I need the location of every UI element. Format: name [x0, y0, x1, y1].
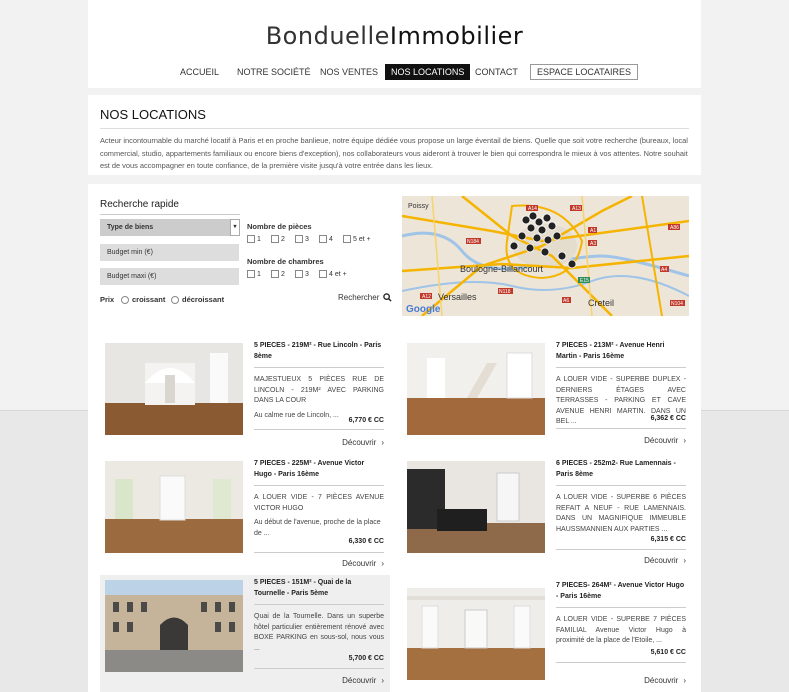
- svg-text:N104: N104: [671, 301, 683, 307]
- listings-map[interactable]: [402, 196, 689, 316]
- listing-card[interactable]: [100, 456, 390, 568]
- svg-text:Creteil: Creteil: [588, 298, 615, 308]
- svg-text:Boulogne-Billancourt: Boulogne-Billancourt: [460, 264, 544, 274]
- property-type-select[interactable]: [100, 219, 240, 236]
- svg-text:Versailles: Versailles: [438, 292, 477, 302]
- discover-link[interactable]: Découvrir ›: [644, 556, 686, 565]
- discover-link[interactable]: Découvrir ›: [342, 676, 384, 685]
- svg-text:Poissy: Poissy: [408, 203, 429, 210]
- site-logo[interactable]: [88, 22, 701, 50]
- listing-price: 6,362 € CC: [650, 415, 686, 422]
- listing-price: 5,610 € CC: [650, 649, 686, 656]
- listing-price: 5,700 € CC: [348, 655, 384, 662]
- listing-price: 6,315 € CC: [650, 536, 686, 543]
- chevron-right-icon: ›: [683, 436, 686, 445]
- bedrooms-checkbox-2[interactable]: 2: [271, 270, 285, 278]
- svg-text:E15: E15: [580, 278, 589, 284]
- chevron-right-icon: ›: [683, 676, 686, 685]
- search-button[interactable]: [338, 293, 392, 302]
- listing-info: [254, 577, 384, 654]
- listing-photo[interactable]: [407, 588, 545, 680]
- listing-info: [254, 458, 384, 539]
- sort-ascending-radio[interactable]: croissant: [121, 295, 165, 304]
- listing-price: 6,770 € CC: [348, 417, 384, 424]
- svg-text:A6: A6: [563, 298, 570, 304]
- listing-card[interactable]: [402, 456, 692, 568]
- map-graphic: [402, 196, 689, 316]
- listing-info: [556, 458, 686, 535]
- page-container: [88, 0, 701, 692]
- listing-divider: [556, 662, 686, 663]
- discover-link[interactable]: Découvrir ›: [644, 436, 686, 445]
- price-sort-label: Prix: [100, 295, 115, 304]
- listing-title[interactable]: 7 PIECES - 213M² - Avenue Henri Martin - Paris 16ème: [556, 340, 686, 368]
- svg-text:A86: A86: [670, 225, 679, 231]
- search-title: Recherche rapide: [100, 199, 179, 210]
- listing-title[interactable]: 5 PIECES - 151M² - Quai de la Tournelle - Paris 5ème: [254, 577, 384, 605]
- chevron-right-icon: ›: [683, 556, 686, 565]
- listing-info: [254, 340, 384, 421]
- rooms-checkbox-1[interactable]: 1: [247, 235, 261, 243]
- listing-divider: [556, 428, 686, 429]
- svg-text:N184: N184: [467, 239, 479, 245]
- listing-card[interactable]: [100, 338, 390, 450]
- svg-text:N118: N118: [499, 289, 511, 295]
- intro-text: Acteur incontournable du marché locatif à Paris et en proche banlieue, notre équipe dédiée vous propose un large éventail de biens. Quelle que soit votre recherche (bureaux, local commercial, studio, appartements familiaux ou encore biens d'exception), nos collaborateurs vous aideront à trouver le bien qui correspondra le mieux à vos attentes. Notre souhait est de vous accompagner en toute confiance, de la première visite jusqu'à votre entrée dans les lieux.: [100, 136, 688, 170]
- search-icon: [383, 293, 392, 302]
- rooms-checkbox-5plus[interactable]: 5 et +: [343, 235, 371, 243]
- listing-title[interactable]: 6 PIECES - 252m2- Rue Lamennais - Paris 8ème: [556, 458, 686, 486]
- listing-divider: [254, 668, 384, 669]
- listing-description: A LOUER VIDE - SUPERBE 6 PIÈCES REFAIT A NEUF - RUE LAMENNAIS. DANS UN MAGNIFIQUE IMMEUBLE HAUSSMANNIEN AUX PARTIES ...: [556, 494, 686, 533]
- nav-nos-ventes[interactable]: NOS VENTES: [320, 67, 379, 77]
- listing-description-more: Au début de l'avenue, proche de la place de ...: [254, 519, 381, 537]
- page-title: NOS LOCATIONS: [100, 107, 689, 129]
- svg-text:A4: A4: [661, 267, 668, 273]
- dropdown-arrow-icon: ▾: [230, 219, 240, 236]
- listing-card[interactable]: [402, 578, 692, 690]
- chevron-right-icon: ›: [381, 676, 384, 685]
- bedrooms-checkbox-3[interactable]: 3: [295, 270, 309, 278]
- nav-espace-locataires[interactable]: ESPACE LOCATAIRES: [530, 64, 638, 80]
- svg-text:A14: A14: [528, 206, 537, 212]
- header: [88, 0, 701, 88]
- bedrooms-checkbox-4plus[interactable]: 4 et +: [319, 270, 347, 278]
- listing-photo[interactable]: [407, 343, 545, 435]
- listing-price: 6,330 € CC: [348, 538, 384, 545]
- svg-text:Google: Google: [406, 304, 441, 315]
- listing-photo[interactable]: [407, 461, 545, 553]
- search-title-rule: [100, 214, 240, 215]
- rooms-checkbox-4[interactable]: 4: [319, 235, 333, 243]
- listing-title[interactable]: 7 PIECES- 264M² - Avenue Victor Hugo - Paris 16ème: [556, 580, 686, 608]
- bedrooms-label: Nombre de chambres: [247, 257, 324, 266]
- budget-max-input[interactable]: Budget maxi (€): [100, 268, 239, 285]
- svg-text:A13: A13: [572, 206, 581, 212]
- rooms-checkbox-3[interactable]: 3: [295, 235, 309, 243]
- svg-text:A12: A12: [422, 294, 431, 300]
- listing-card[interactable]: [402, 338, 692, 450]
- listing-photo[interactable]: [105, 580, 243, 672]
- listing-description-more: Au calme rue de Lincoln, ...: [254, 411, 339, 419]
- search-section: [88, 184, 701, 318]
- listing-card[interactable]: [100, 575, 390, 692]
- rooms-label: Nombre de pièces: [247, 222, 312, 231]
- listing-title[interactable]: 7 PIECES - 225M² - Avenue Victor Hugo - Paris 16ème: [254, 458, 384, 486]
- property-type-label: Type de biens: [107, 224, 154, 231]
- listing-description: A LOUER VIDE - SUPERBE 7 PIÈCES FAMILIAL Avenue Victor Hugo à proximité de la place de l'Etoile, ...: [556, 616, 686, 644]
- logo-text-bold: Immobilier: [389, 22, 524, 50]
- chevron-right-icon: ›: [381, 559, 384, 568]
- listing-photo[interactable]: [105, 343, 243, 435]
- listing-divider: [254, 552, 384, 553]
- chevron-right-icon: ›: [381, 438, 384, 447]
- sort-descending-radio[interactable]: décroissant: [171, 295, 224, 304]
- listing-title[interactable]: 5 PIECES - 219M² - Rue Lincoln - Paris 8ème: [254, 340, 384, 368]
- svg-text:A3: A3: [590, 241, 597, 247]
- rooms-checkbox-2[interactable]: 2: [271, 235, 285, 243]
- nav-contact[interactable]: CONTACT: [475, 67, 518, 77]
- svg-text:A1: A1: [590, 228, 597, 234]
- budget-min-input[interactable]: Budget min (€): [100, 244, 239, 261]
- bedrooms-checkbox-1[interactable]: 1: [247, 270, 261, 278]
- logo-text-light: Bonduelle: [265, 22, 390, 50]
- nav-nos-locations[interactable]: NOS LOCATIONS: [385, 64, 470, 80]
- listing-info: [556, 580, 686, 647]
- listing-description: A LOUER VIDE - 7 PIÈCES AVENUE VICTOR HUGO: [254, 494, 384, 512]
- listing-divider: [556, 549, 686, 550]
- listing-description: Quai de la Tournelle. Dans un superbe hôtel particulier entièrement rénové avec BOXE PARKING en sous-sol, nous vous ...: [254, 613, 384, 652]
- main-nav: [88, 64, 701, 82]
- intro-section: [88, 95, 701, 175]
- listings-section: [88, 318, 701, 692]
- listing-photo[interactable]: [105, 461, 243, 553]
- listing-description: MAJESTUEUX 5 PIÈCES RUE DE LINCOLN - 219M² AVEC PARKING DANS LA COUR: [254, 376, 384, 404]
- search-button-label: Rechercher: [338, 293, 380, 302]
- discover-link[interactable]: Découvrir ›: [342, 559, 384, 568]
- listing-divider: [254, 429, 384, 430]
- nav-accueil[interactable]: ACCUEIL: [180, 67, 220, 77]
- listing-description: A LOUER VIDE - SUPERBE DUPLEX - DERNIERS ÉTAGES AVEC TERRASSES - PARKING ET CAVE AVENUE HENRI MARTIN. DANS UN BEL ...: [556, 376, 686, 425]
- discover-link[interactable]: Découvrir ›: [342, 438, 384, 447]
- discover-link[interactable]: Découvrir ›: [644, 676, 686, 685]
- nav-notre-societe[interactable]: NOTRE SOCIÉTÉ: [237, 67, 311, 77]
